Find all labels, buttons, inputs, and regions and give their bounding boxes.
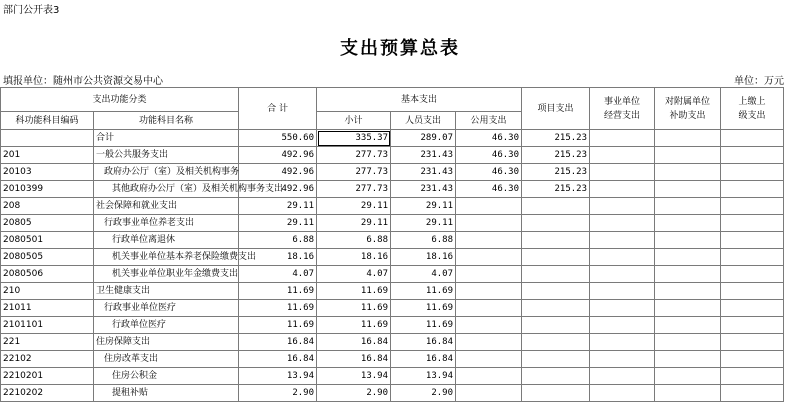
business-cell[interactable] bbox=[590, 249, 655, 266]
subtotal-cell[interactable]: 277.73 bbox=[317, 147, 391, 164]
project-cell[interactable]: 215.23 bbox=[522, 164, 590, 181]
personnel-cell[interactable]: 4.07 bbox=[391, 266, 456, 283]
subsidy-cell[interactable] bbox=[655, 181, 721, 198]
business-cell[interactable] bbox=[590, 164, 655, 181]
code-cell[interactable] bbox=[1, 130, 94, 147]
public-cell[interactable] bbox=[456, 317, 522, 334]
project-cell[interactable] bbox=[522, 266, 590, 283]
code-cell[interactable]: 221 bbox=[1, 334, 94, 351]
upper-cell[interactable] bbox=[721, 181, 784, 198]
upper-cell[interactable] bbox=[721, 164, 784, 181]
table-row bbox=[1, 300, 784, 317]
personnel-cell[interactable]: 11.69 bbox=[391, 283, 456, 300]
subtotal-cell[interactable]: 277.73 bbox=[317, 181, 391, 198]
public-cell[interactable] bbox=[456, 249, 522, 266]
project-cell[interactable]: 215.23 bbox=[522, 147, 590, 164]
subsidy-cell[interactable] bbox=[655, 232, 721, 249]
reporting-unit: 填报单位：随州市公共资源交易中心 bbox=[3, 76, 163, 87]
subtotal-cell[interactable]: 4.07 bbox=[317, 266, 391, 283]
public-cell[interactable] bbox=[456, 351, 522, 368]
subsidy-cell[interactable] bbox=[655, 266, 721, 283]
personnel-cell[interactable]: 16.84 bbox=[391, 351, 456, 368]
public-cell[interactable] bbox=[456, 300, 522, 317]
upper-cell[interactable] bbox=[721, 334, 784, 351]
code-cell[interactable]: 2080501 bbox=[1, 232, 94, 249]
business-cell[interactable] bbox=[590, 198, 655, 215]
project-cell[interactable] bbox=[522, 232, 590, 249]
total-cell[interactable]: 550.60 bbox=[239, 130, 317, 147]
sheet-label: 部门公开表3 bbox=[3, 5, 60, 16]
public-cell[interactable] bbox=[456, 283, 522, 300]
upper-cell[interactable] bbox=[721, 368, 784, 385]
business-cell[interactable] bbox=[590, 368, 655, 385]
project-cell[interactable] bbox=[522, 198, 590, 215]
name-cell[interactable]: 提租补贴 bbox=[94, 385, 239, 402]
subtotal-cell[interactable]: 11.69 bbox=[317, 317, 391, 334]
table-row bbox=[1, 130, 784, 147]
project-cell[interactable]: 215.23 bbox=[522, 130, 590, 147]
table-row bbox=[1, 164, 784, 181]
upper-cell[interactable] bbox=[721, 266, 784, 283]
table-row bbox=[1, 385, 784, 402]
table-row bbox=[1, 198, 784, 215]
total-cell[interactable]: 492.96 bbox=[239, 147, 317, 164]
budget-table bbox=[0, 87, 784, 402]
subtotal-cell[interactable]: 29.11 bbox=[317, 215, 391, 232]
project-cell[interactable] bbox=[522, 215, 590, 232]
code-cell[interactable]: 210 bbox=[1, 283, 94, 300]
header-project: 项目支出 bbox=[522, 88, 590, 130]
public-cell[interactable]: 46.30 bbox=[456, 130, 522, 147]
business-cell[interactable] bbox=[590, 130, 655, 147]
public-cell[interactable] bbox=[456, 334, 522, 351]
public-cell[interactable] bbox=[456, 215, 522, 232]
business-cell[interactable] bbox=[590, 147, 655, 164]
subsidy-cell[interactable] bbox=[655, 317, 721, 334]
project-cell[interactable] bbox=[522, 351, 590, 368]
total-cell[interactable]: 29.11 bbox=[239, 215, 317, 232]
project-cell[interactable] bbox=[522, 385, 590, 402]
subtotal-cell[interactable]: 2.90 bbox=[317, 385, 391, 402]
code-cell[interactable]: 2210202 bbox=[1, 385, 94, 402]
code-cell[interactable]: 208 bbox=[1, 198, 94, 215]
public-cell[interactable] bbox=[456, 368, 522, 385]
total-cell[interactable]: 13.94 bbox=[239, 368, 317, 385]
header-business: 事业单位 经营支出 bbox=[590, 88, 655, 130]
currency-unit: 单位：万元 bbox=[734, 76, 784, 87]
upper-cell[interactable] bbox=[721, 198, 784, 215]
upper-cell[interactable] bbox=[721, 249, 784, 266]
business-cell[interactable] bbox=[590, 266, 655, 283]
subtotal-cell[interactable]: 277.73 bbox=[317, 164, 391, 181]
total-cell[interactable]: 6.88 bbox=[239, 232, 317, 249]
subsidy-cell[interactable] bbox=[655, 249, 721, 266]
table-row bbox=[1, 317, 784, 334]
personnel-cell[interactable]: 11.69 bbox=[391, 317, 456, 334]
personnel-cell[interactable]: 29.11 bbox=[391, 198, 456, 215]
subsidy-cell[interactable] bbox=[655, 130, 721, 147]
header-func-class: 支出功能分类 bbox=[1, 88, 239, 112]
subtotal-cell[interactable]: 29.11 bbox=[317, 198, 391, 215]
upper-cell[interactable] bbox=[721, 283, 784, 300]
public-cell[interactable] bbox=[456, 266, 522, 283]
name-cell[interactable]: 社会保障和就业支出 bbox=[94, 198, 239, 215]
upper-cell[interactable] bbox=[721, 317, 784, 334]
business-cell[interactable] bbox=[590, 385, 655, 402]
subsidy-cell[interactable] bbox=[655, 198, 721, 215]
table-row bbox=[1, 368, 784, 385]
code-cell[interactable]: 201 bbox=[1, 147, 94, 164]
personnel-cell[interactable]: 18.16 bbox=[391, 249, 456, 266]
personnel-cell[interactable]: 11.69 bbox=[391, 300, 456, 317]
public-cell[interactable]: 46.30 bbox=[456, 147, 522, 164]
table-row bbox=[1, 181, 784, 198]
subsidy-cell[interactable] bbox=[655, 300, 721, 317]
header-subsidy: 对附属单位 补助支出 bbox=[655, 88, 721, 130]
total-cell[interactable]: 492.96 bbox=[239, 164, 317, 181]
business-cell[interactable] bbox=[590, 215, 655, 232]
total-cell[interactable]: 4.07 bbox=[239, 266, 317, 283]
subtotal-cell[interactable]: 13.94 bbox=[317, 368, 391, 385]
total-cell[interactable]: 29.11 bbox=[239, 198, 317, 215]
name-cell[interactable]: 住房保障支出 bbox=[94, 334, 239, 351]
name-cell[interactable]: 行政事业单位养老支出 bbox=[94, 215, 239, 232]
name-cell[interactable]: 机关事业单位职业年金缴费支出 bbox=[94, 266, 239, 283]
total-cell[interactable]: 2.90 bbox=[239, 385, 317, 402]
subsidy-cell[interactable] bbox=[655, 164, 721, 181]
table-row bbox=[1, 249, 784, 266]
personnel-cell[interactable]: 16.84 bbox=[391, 334, 456, 351]
name-cell[interactable]: 住房改革支出 bbox=[94, 351, 239, 368]
subtotal-cell[interactable]: 16.84 bbox=[317, 334, 391, 351]
header-public: 公用支出 bbox=[456, 112, 522, 130]
public-cell[interactable]: 46.30 bbox=[456, 164, 522, 181]
header-personnel: 人员支出 bbox=[391, 112, 456, 130]
project-cell[interactable] bbox=[522, 317, 590, 334]
business-cell[interactable] bbox=[590, 351, 655, 368]
subtotal-cell[interactable]: 335.37 bbox=[317, 130, 391, 147]
public-cell[interactable] bbox=[456, 232, 522, 249]
personnel-cell[interactable]: 6.88 bbox=[391, 232, 456, 249]
name-cell[interactable]: 机关事业单位基本养老保险缴费支出 bbox=[94, 249, 239, 266]
personnel-cell[interactable]: 2.90 bbox=[391, 385, 456, 402]
subtotal-cell[interactable]: 11.69 bbox=[317, 283, 391, 300]
public-cell[interactable]: 46.30 bbox=[456, 181, 522, 198]
business-cell[interactable] bbox=[590, 300, 655, 317]
project-cell[interactable] bbox=[522, 300, 590, 317]
business-cell[interactable] bbox=[590, 283, 655, 300]
code-cell[interactable]: 21011 bbox=[1, 300, 94, 317]
public-cell[interactable] bbox=[456, 198, 522, 215]
project-cell[interactable] bbox=[522, 283, 590, 300]
total-cell[interactable]: 11.69 bbox=[239, 300, 317, 317]
subsidy-cell[interactable] bbox=[655, 334, 721, 351]
table-row bbox=[1, 266, 784, 283]
table-row bbox=[1, 215, 784, 232]
project-cell[interactable]: 215.23 bbox=[522, 181, 590, 198]
name-cell[interactable]: 行政事业单位医疗 bbox=[94, 300, 239, 317]
code-cell[interactable]: 2210201 bbox=[1, 368, 94, 385]
subsidy-cell[interactable] bbox=[655, 215, 721, 232]
header-subtotal: 小计 bbox=[317, 112, 391, 130]
total-cell[interactable]: 11.69 bbox=[239, 317, 317, 334]
personnel-cell[interactable]: 13.94 bbox=[391, 368, 456, 385]
upper-cell[interactable] bbox=[721, 300, 784, 317]
upper-cell[interactable] bbox=[721, 232, 784, 249]
personnel-cell[interactable]: 289.07 bbox=[391, 130, 456, 147]
total-cell[interactable]: 16.84 bbox=[239, 334, 317, 351]
total-cell[interactable]: 11.69 bbox=[239, 283, 317, 300]
code-cell[interactable]: 2101101 bbox=[1, 317, 94, 334]
code-cell[interactable]: 2080506 bbox=[1, 266, 94, 283]
project-cell[interactable] bbox=[522, 368, 590, 385]
code-cell[interactable]: 20103 bbox=[1, 164, 94, 181]
public-cell[interactable] bbox=[456, 385, 522, 402]
table-row bbox=[1, 147, 784, 164]
name-cell[interactable]: 政府办公厅（室）及相关机构事务 bbox=[94, 164, 239, 181]
upper-cell[interactable] bbox=[721, 147, 784, 164]
header-basic: 基本支出 bbox=[317, 88, 522, 112]
header-name: 功能科目名称 bbox=[94, 112, 239, 130]
subsidy-cell[interactable] bbox=[655, 368, 721, 385]
project-cell[interactable] bbox=[522, 249, 590, 266]
total-cell[interactable]: 18.16 bbox=[239, 249, 317, 266]
code-cell[interactable]: 22102 bbox=[1, 351, 94, 368]
total-cell[interactable]: 492.96 bbox=[239, 181, 317, 198]
upper-cell[interactable] bbox=[721, 215, 784, 232]
project-cell[interactable] bbox=[522, 334, 590, 351]
upper-cell[interactable] bbox=[721, 130, 784, 147]
subtotal-cell[interactable]: 18.16 bbox=[317, 249, 391, 266]
name-cell[interactable]: 其他政府办公厅（室）及相关机构事务支出 bbox=[94, 181, 239, 198]
upper-cell[interactable] bbox=[721, 385, 784, 402]
personnel-cell[interactable]: 29.11 bbox=[391, 215, 456, 232]
table-row bbox=[1, 232, 784, 249]
name-cell[interactable]: 住房公积金 bbox=[94, 368, 239, 385]
personnel-cell[interactable]: 231.43 bbox=[391, 164, 456, 181]
table-row bbox=[1, 351, 784, 368]
business-cell[interactable] bbox=[590, 232, 655, 249]
header-code: 科功能科目编码 bbox=[1, 112, 94, 130]
subsidy-cell[interactable] bbox=[655, 351, 721, 368]
subtotal-cell[interactable]: 6.88 bbox=[317, 232, 391, 249]
name-cell[interactable]: 行政单位医疗 bbox=[94, 317, 239, 334]
personnel-cell[interactable]: 231.43 bbox=[391, 181, 456, 198]
header-total: 合 计 bbox=[239, 88, 317, 130]
header-upper: 上缴上 级支出 bbox=[721, 88, 784, 130]
page-title: 支出预算总表 bbox=[340, 38, 460, 59]
name-cell[interactable]: 一般公共服务支出 bbox=[94, 147, 239, 164]
business-cell[interactable] bbox=[590, 181, 655, 198]
subsidy-cell[interactable] bbox=[655, 283, 721, 300]
personnel-cell[interactable]: 231.43 bbox=[391, 147, 456, 164]
subtotal-cell[interactable]: 11.69 bbox=[317, 300, 391, 317]
business-cell[interactable] bbox=[590, 317, 655, 334]
table-row bbox=[1, 283, 784, 300]
total-cell[interactable]: 16.84 bbox=[239, 351, 317, 368]
subtotal-cell[interactable]: 16.84 bbox=[317, 351, 391, 368]
subsidy-cell[interactable] bbox=[655, 385, 721, 402]
subsidy-cell[interactable] bbox=[655, 147, 721, 164]
table-row bbox=[1, 334, 784, 351]
business-cell[interactable] bbox=[590, 334, 655, 351]
upper-cell[interactable] bbox=[721, 351, 784, 368]
code-cell[interactable]: 20805 bbox=[1, 215, 94, 232]
name-cell[interactable]: 行政单位离退休 bbox=[94, 232, 239, 249]
name-cell[interactable]: 合计 bbox=[94, 130, 239, 147]
code-cell[interactable]: 2010399 bbox=[1, 181, 94, 198]
code-cell[interactable]: 2080505 bbox=[1, 249, 94, 266]
name-cell[interactable]: 卫生健康支出 bbox=[94, 283, 239, 300]
